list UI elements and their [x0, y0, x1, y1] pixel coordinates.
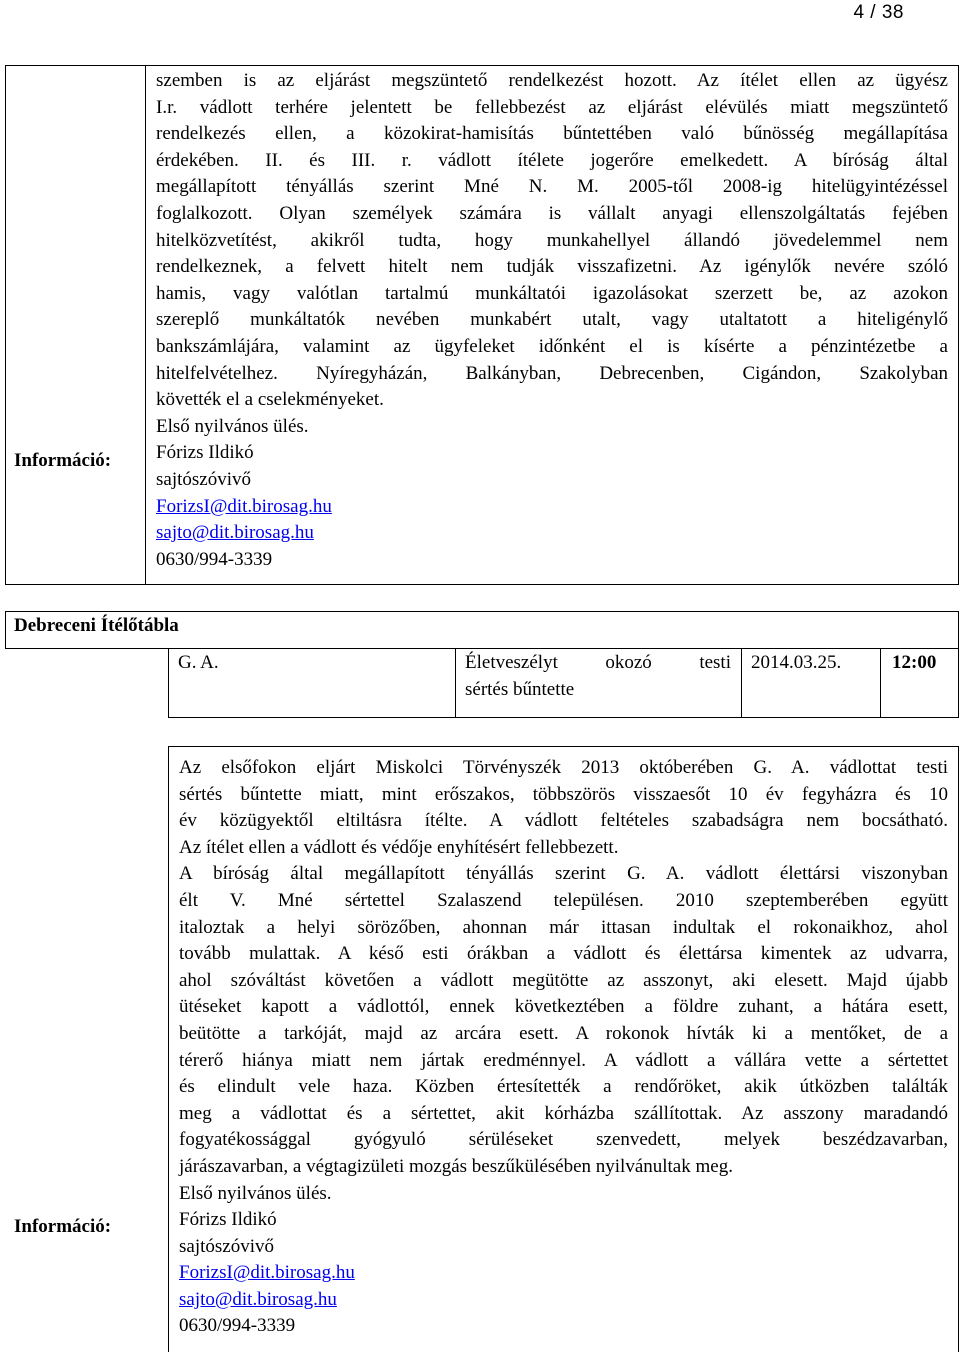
- case-public-hearing: Első nyilvános ülés.: [179, 1182, 332, 1204]
- case-paragraph-line: fogyatékossággal gyógyuló sérüléseket szenvedett, melyek beszédzavarban,: [179, 1129, 948, 1151]
- block1-paragraph-line: szereplő munkáltatók nevében munkabért utalt, vagy utaltatott a hiteligénylő: [156, 309, 948, 331]
- case-email-link-2[interactable]: sajto@dit.birosag.hu: [179, 1288, 337, 1310]
- case-email-link-1[interactable]: ForizsI@dit.birosag.hu: [179, 1262, 355, 1284]
- case-paragraph-line: sértés bűntette miatt, mint erőszakos, többszörös visszaesőt 10 év fegyházra és 10: [179, 783, 948, 805]
- court-heading-right: [958, 611, 959, 649]
- table1-mid-border: [145, 65, 146, 585]
- block1-text: [156, 68, 948, 573]
- case-row-div1: [455, 648, 456, 718]
- block1-paragraph-line: rendelkezés ellen, a közokirat-hamisítás bűntettében való bűnösség megállapítása: [156, 123, 948, 145]
- case-charge-line1: Életveszélyt okozó testi: [465, 652, 731, 673]
- block1-paragraph-line: követték el a cselekményeket.: [156, 389, 384, 411]
- case-body-left: [168, 746, 169, 1352]
- case-paragraph: [179, 755, 948, 1181]
- case-paragraph-line: italoztak a helyi sörözőben, ahonnan már ittasan indultak el rokonaikhoz, ahol: [179, 916, 948, 938]
- block1-paragraph-line: rendelkeznek, a felvett hitelt nem tudják visszafizetni. Az igénylők nevére szóló: [156, 256, 948, 278]
- case-paragraph-line: ahol szóváltást követően a vádlott megütötte az asszonyt, aki elesett. Majd újabb: [179, 969, 948, 991]
- block1-paragraph-line: hitelközvetítést, akikről tudta, hogy munkahellyel állandó jövedelemmel nem: [156, 229, 948, 251]
- case-paragraph-line: Az elsőfokon eljárt Miskolci Törvényszék 2013 októberében G. A. vádlottat testi: [179, 757, 948, 778]
- block1-email-link-1[interactable]: ForizsI@dit.birosag.hu: [156, 495, 332, 517]
- case-row-right: [958, 648, 959, 718]
- block1-contact-phone: 0630/994-3339: [156, 548, 273, 570]
- block1-paragraph-line: I.r. vádlott terhére jelentett be fellebbezést az eljárást elévülés miatt megszüntető: [156, 96, 948, 118]
- case-paragraph-line: járászavarban, a végtagizületi mozgás beszűkülésében nyilvánultak meg.: [179, 1155, 733, 1177]
- court-heading-left: [5, 611, 6, 649]
- case-charge-line2: sértés bűntette: [465, 678, 575, 700]
- block1-paragraph-line: bankszámlájára, valamint az ügyfeleket időnként el is kísérte a pénzintézetbe a: [156, 335, 948, 357]
- case-charge: [465, 650, 731, 703]
- case-contact-phone: 0630/994-3339: [179, 1315, 296, 1337]
- block1-contact-name: Fórizs Ildikó: [156, 442, 254, 464]
- case-date: 2014.03.25.: [751, 652, 842, 673]
- case-paragraph-line: beütötte a tarkóját, majd az arcára esett. A rokonok hívták ki a mentőket, de a: [179, 1022, 948, 1044]
- block1-paragraph-line: megállapított tényállás szerint Mné N. M. 2005-től 2008-ig hitelügyintézéssel: [156, 176, 948, 198]
- case-body-text: [179, 755, 948, 1340]
- block1-paragraph-line: foglalkozott. Olyan személyek számára is vállalt anyagi ellenszolgáltatás fejében: [156, 202, 948, 224]
- block1-public-hearing: Első nyilvános ülés.: [156, 415, 309, 437]
- block1-paragraph-line: szemben is az eljárást megszüntető rendelkezést hozott. Az ítélet ellen az ügyész: [156, 70, 948, 91]
- case-paragraph-line: meg a vádlottat és a sértettet, akit kórházba szállítottak. Az asszony maradandó: [179, 1102, 948, 1124]
- case-paragraph-line: élt V. Mné sértettel Szalaszend településen. 2010 szeptemberében együtt: [179, 889, 948, 911]
- block1-paragraph-line: érdekében. II. és III. r. vádlott ítélete jogerőre emelkedett. A bíróság által: [156, 149, 948, 171]
- table1-bottom-border: [5, 584, 959, 585]
- case-row-bottom: [168, 717, 959, 718]
- table1-left-border: [5, 65, 6, 585]
- block1-paragraph: [156, 68, 948, 414]
- page-number: 4 / 38: [853, 2, 904, 23]
- block1-email-link-2[interactable]: sajto@dit.birosag.hu: [156, 522, 314, 544]
- court-heading-top: [5, 611, 959, 612]
- case-paragraph-line: év közügyektől eltiltásra ítélte. A vádlott feltételes szabadságra nem bocsátható.: [179, 810, 948, 832]
- case-body-top: [168, 746, 959, 747]
- case-contact-role: sajtószóvivő: [179, 1235, 274, 1257]
- case-row-div2: [741, 648, 742, 718]
- case-time: 12:00: [892, 652, 937, 673]
- block1-paragraph-line: hitelfelvételhez. Nyíregyházán, Balkányban, Debrecenben, Cigándon, Szakolyban: [156, 362, 948, 384]
- case-paragraph-line: és elindult vele haza. Közben értesítették a rendőröket, akik útközben találták: [179, 1076, 948, 1098]
- block1-contact-role: sajtószóvivő: [156, 468, 251, 490]
- court-name: Debreceni Ítélőtábla: [14, 615, 179, 636]
- case-contact-name: Fórizs Ildikó: [179, 1209, 277, 1231]
- block1-paragraph-line: hamis, vagy valótlan tartalmú munkáltatói igazolásokat szerzett be, az azokon: [156, 282, 948, 304]
- court-heading-bottom: [5, 648, 959, 649]
- block1-info-label: Információ:: [14, 450, 112, 471]
- case-row-div3: [880, 648, 881, 718]
- case-paragraph-line: ütéseket kapott a vádlottól, ennek következtében a földre zuhant, a hátára esett,: [179, 996, 948, 1018]
- case-paragraph-line: térerő hiánya miatt nem jártak eredménnyel. A vádlott a vállára vette a sértettet: [179, 1049, 948, 1071]
- case-info-label: Információ:: [14, 1216, 112, 1237]
- case-row-left: [168, 648, 169, 718]
- case-body-right: [958, 746, 959, 1352]
- case-defendant: G. A.: [178, 652, 219, 673]
- table1-right-border: [958, 65, 959, 585]
- case-paragraph-line: tovább mulattak. A késő esti órákban a vádlott és élettársa kimentek az udvarra,: [179, 943, 948, 965]
- case-paragraph-line: Az ítélet ellen a vádlott és védője enyhítésért fellebbezett.: [179, 836, 619, 858]
- table1-top-border: [5, 65, 959, 66]
- case-paragraph-line: A bíróság által megállapított tényállás szerint G. A. vádlott élettársi viszonyban: [179, 863, 948, 885]
